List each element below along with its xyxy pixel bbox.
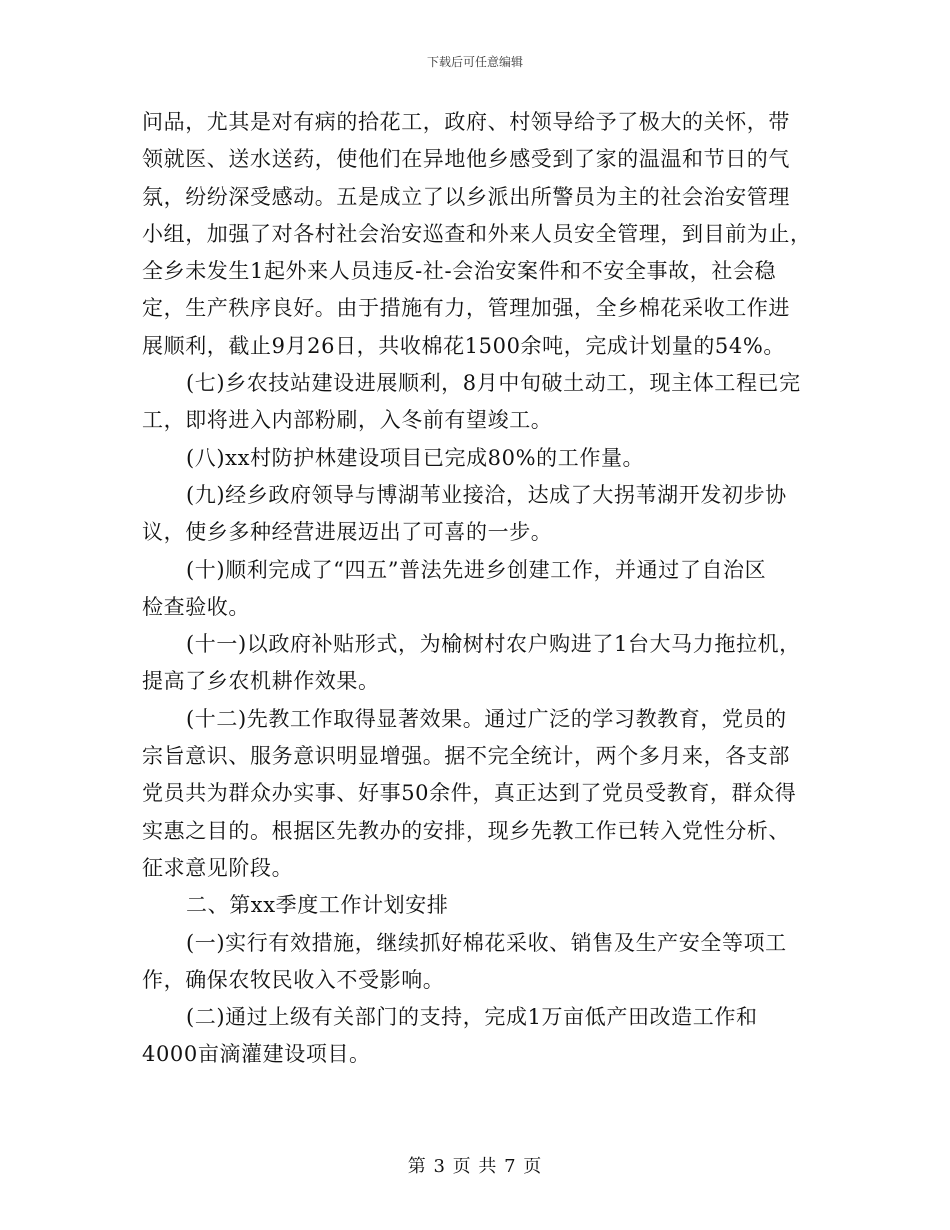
text-line: 检查验收。 (142, 594, 250, 619)
text-line: 定，生产秩序良好。由于措施有力，管理加强，全乡棉花采收工作进 (142, 296, 790, 321)
text-line: 氛，纷纷深受感动。五是成立了以乡派出所警员为主的社会治安管理 (142, 184, 790, 209)
paragraph-start-line: (十一)以政府补贴形式，为榆树村农户购进了1台大马力拖拉机， (186, 632, 801, 657)
text-line: 工，即将进入内部粉刷，入冬前有望竣工。 (142, 408, 553, 433)
text-line: 全乡未发生1起外来人员违反-社-会治安案件和不安全事故，社会稳 (142, 259, 777, 284)
paragraph-start-line: (七)乡农技站建设进展顺利，8月中旬破土动工，现主体工程已完 (186, 371, 801, 396)
section-heading: 二、第xx季度工作计划安排 (186, 893, 449, 918)
text-line: 党员共为群众办实事、好事50余件，真正达到了党员受教育，群众得 (142, 781, 797, 806)
paragraph-start-line: (一)实行有效措施，继续抓好棉花采收、销售及生产安全等项工 (186, 930, 787, 955)
text-line: 实惠之目的。根据区先教办的安排，现乡先教工作已转入党性分析、 (142, 818, 790, 843)
page-number: 第 3 页 共 7 页 (407, 1156, 543, 1177)
text-line: 提高了乡农机耕作效果。 (142, 669, 380, 694)
text-line: 小组，加强了对各村社会治安巡查和外来人员安全管理，到目前为止， (142, 221, 812, 246)
text-line: 议，使乡多种经营进展迈出了可喜的一步。 (142, 520, 553, 545)
text-line: 作，确保农牧民收入不受影响。 (142, 967, 445, 992)
text-line: 问品，尤其是对有病的拾花工，政府、村领导给予了极大的关怀，带 (142, 110, 790, 134)
page-header: 下载后可任意编辑 (426, 55, 523, 69)
text-line: 领就医、送水送药，使他们在异地他乡感受到了家的温温和节日的气 (142, 147, 790, 172)
paragraph-start-line: (二)通过上级有关部门的支持，完成1万亩低产田改造工作和 (186, 1005, 758, 1030)
text-line: 征求意见阶段。 (142, 855, 294, 880)
paragraph-start-line: (十)顺利完成了“四五”普法先进乡创建工作，并通过了自治区 (186, 557, 767, 582)
paragraph-start-line: (九)经乡政府领导与博湖苇业接洽，达成了大拐苇湖开发初步协 (186, 482, 787, 507)
text-line: 宗旨意识、服务意识明显增强。据不完全统计，两个多月来，各支部 (142, 744, 790, 769)
text-line: 展顺利，截止9月26日，共收棉花1500余吨，完成计划量的54%。 (142, 333, 785, 358)
paragraph-start-line: (十二)先教工作取得显著效果。通过广泛的学习教教育，党员的 (186, 706, 787, 731)
document-body (142, 104, 810, 1074)
text-line: 4000亩滴灌建设项目。 (142, 1042, 371, 1067)
paragraph-start-line: (八)xx村防护林建设项目已完成80%的工作量。 (186, 445, 645, 470)
